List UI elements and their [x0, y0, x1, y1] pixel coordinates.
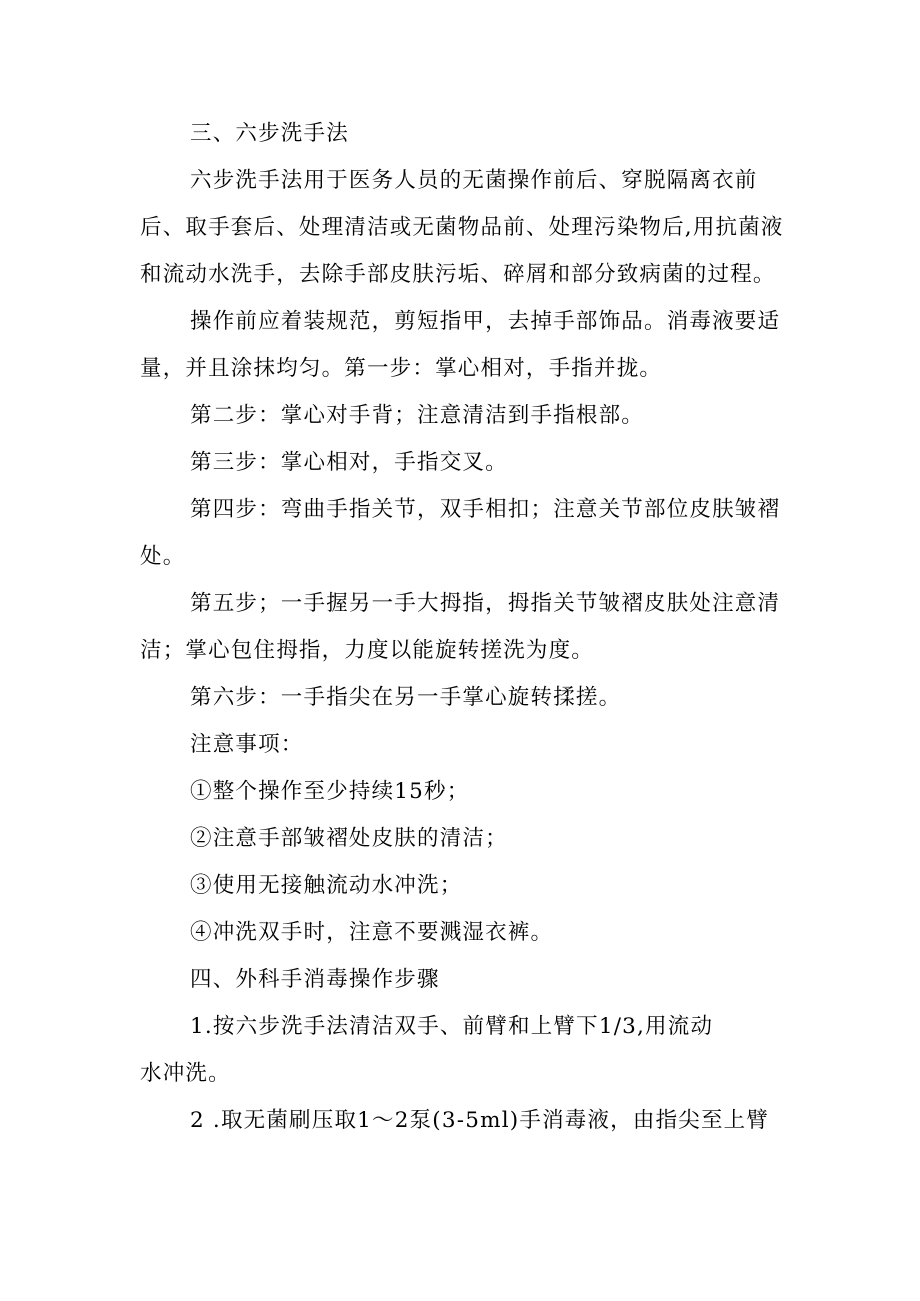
- step-six: 第六步：一手指尖在另一手掌心旋转揉搓。: [190, 685, 622, 710]
- document-body: [140, 110, 790, 1144]
- note-item-4: ④冲洗双手时，注意不要溅湿衣裤。: [190, 920, 554, 945]
- note-item-1: ①整个操作至少持续15秒；: [190, 779, 470, 804]
- step-two: 第二步：掌心对手背；注意清洁到手指根部。: [190, 403, 645, 428]
- step-five: 第五步；一手握另一手大拇指，拇指关节皱褶皮肤处注意清洁；掌心包住拇指，力度以能旋转搓洗为度。: [140, 591, 781, 663]
- section-heading-four: 四、外科手消毒操作步骤: [190, 967, 440, 992]
- surgical-step-2: 2 .取无菌刷压取1～2泵(3-5ml)手消毒液，由指尖至上臂: [190, 1108, 770, 1133]
- paragraph-preparation: 操作前应着装规范，剪短指甲，去掉手部饰品。消毒液要适量，并且涂抹均匀。第一步：掌心相对，手指并拢。: [140, 309, 781, 381]
- surgical-step-1-continued: 水冲洗。: [140, 1061, 231, 1086]
- note-item-3: ③使用无接触流动水冲洗；: [190, 873, 463, 898]
- notes-heading: 注意事项：: [190, 732, 304, 757]
- surgical-step-1: 1.按六步洗手法清洁双手、前臂和上臂下1/3,用流动: [190, 1014, 714, 1039]
- note-item-2: ②注意手部皱褶处皮肤的清洁；: [190, 826, 508, 851]
- section-heading-three: 三、六步洗手法: [190, 121, 349, 146]
- step-three: 第三步：掌心相对，手指交叉。: [190, 450, 508, 475]
- step-four: 第四步：弯曲手指关节，双手相扣；注意关节部位皮肤皱褶处。: [140, 497, 781, 569]
- paragraph-intro: 六步洗手法用于医务人员的无菌操作前后、穿脱隔离衣前后、取手套后、处理清洁或无菌物品前、处理污染物后,用抗菌液和流动水洗手，去除手部皮肤污垢、碎屑和部分致病菌的过程。: [140, 168, 784, 287]
